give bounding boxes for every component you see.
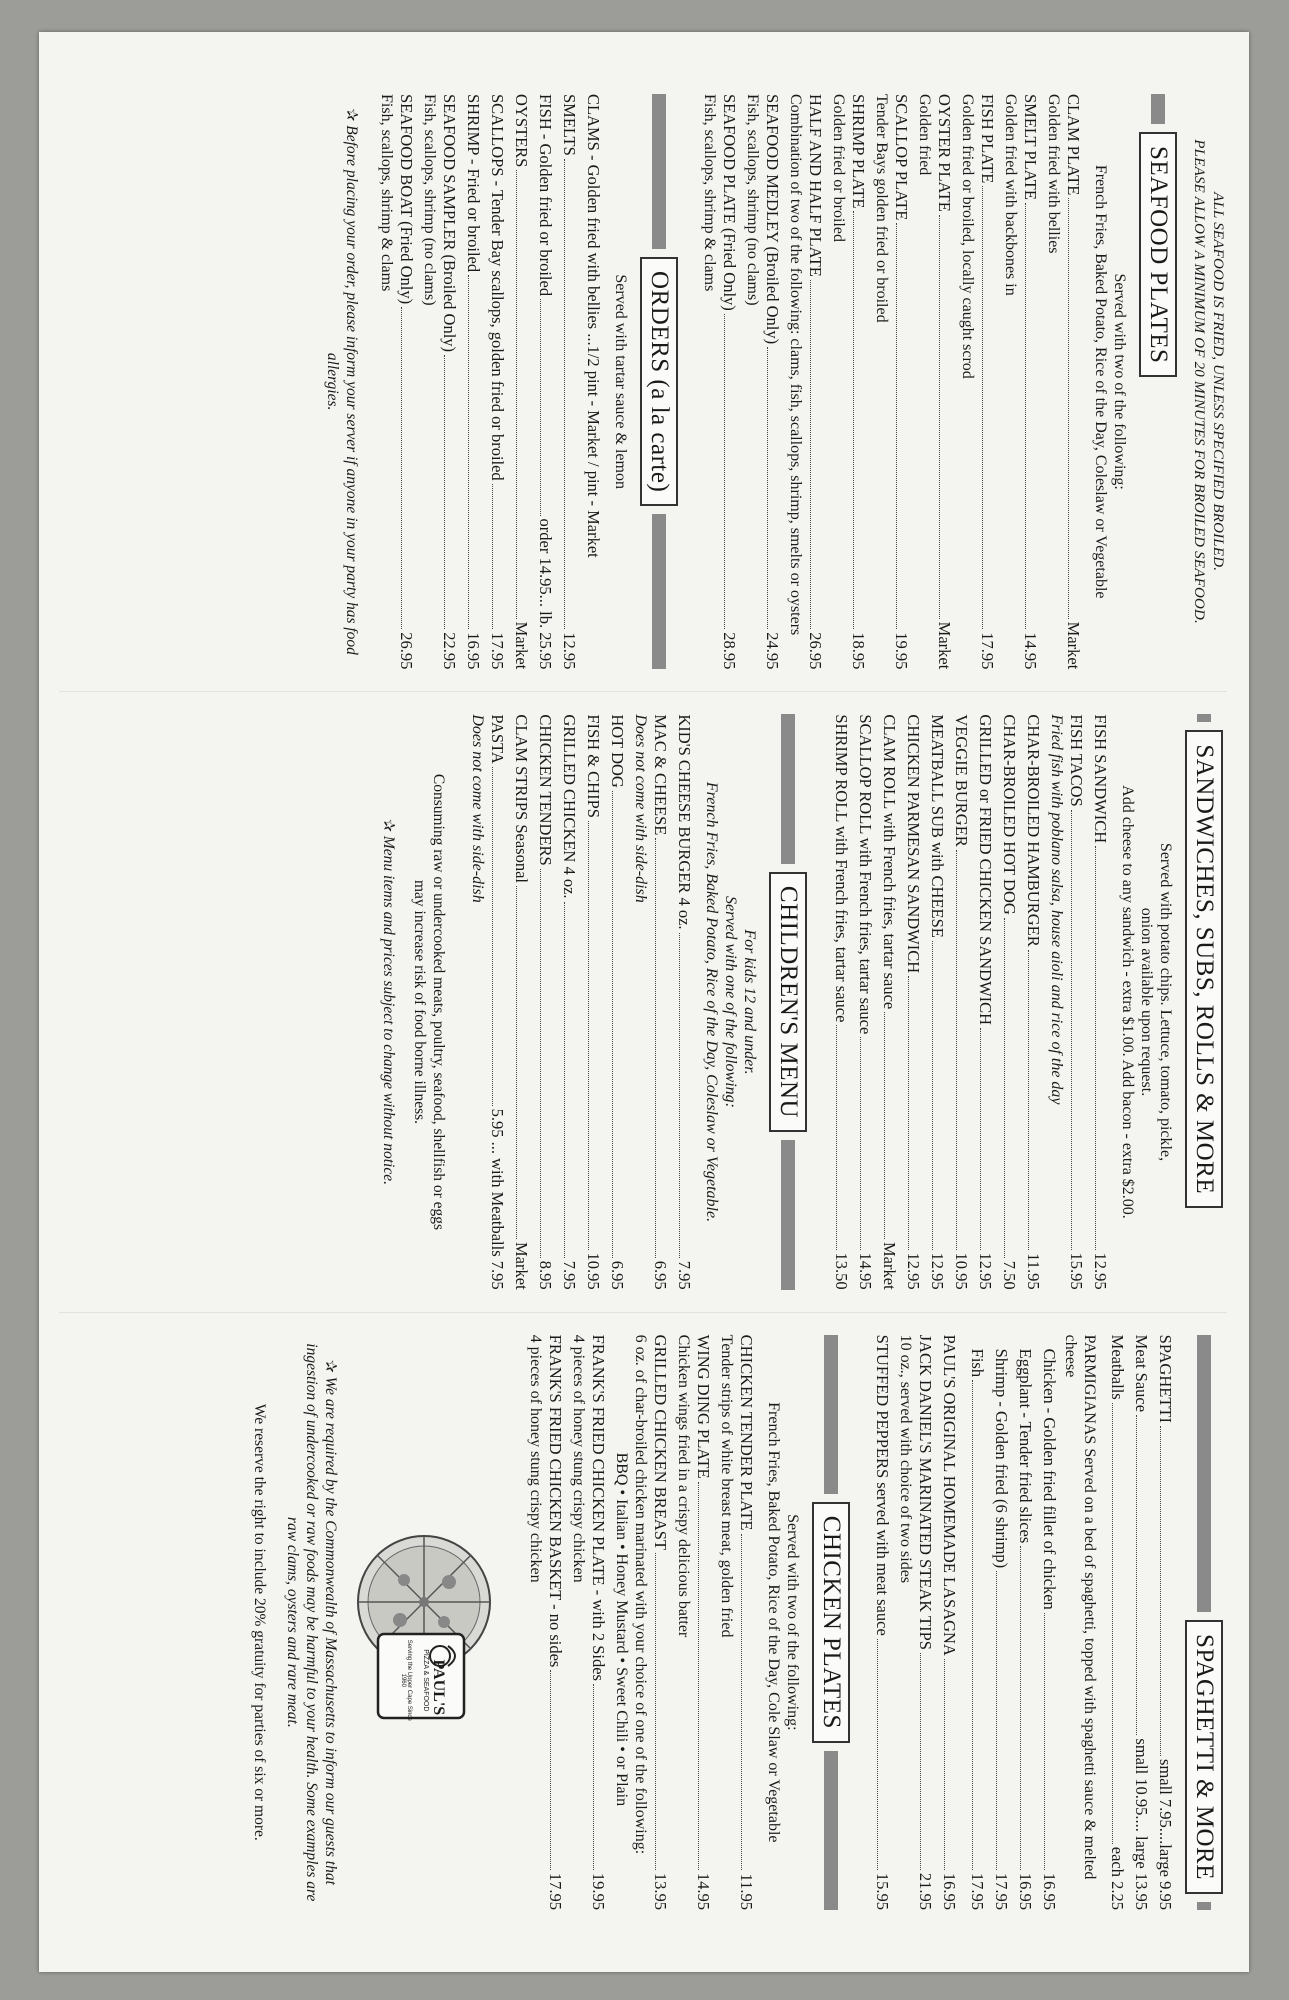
item-name: OYSTERS — [512, 94, 531, 168]
item-name: CLAM STRIPS Seasonal — [512, 714, 531, 884]
item-price: small 7.95....large 9.95 — [1156, 1759, 1175, 1910]
menu-item — [939, 1335, 959, 1910]
menu-item — [377, 94, 416, 669]
dot-leader — [853, 211, 854, 629]
section-subtitle: Served with two of the following: French Fries, Baked Potato, Rice of the Day, Cole Slaw or Vegetable — [765, 1402, 801, 1843]
item-price: 7.50 — [1000, 1260, 1019, 1290]
dot-leader — [956, 850, 957, 1250]
item-price: 15.95 — [873, 1872, 892, 1910]
raw-food-warning: Consuming raw or undercooked meats, poultry, seafood, shellfish or eggs may increase risk of food borne illness. — [411, 773, 447, 1231]
item-description: Tender Bays golden fried or broiled — [873, 94, 890, 323]
menu-item — [903, 714, 923, 1289]
commonwealth-note: ✰ We are required by the Commonwealth of Massachusetts to inform our guests that ingestion of undercooked or raw foods may be harmful to your health. Some examples are raw clams, oysters and rare meat. — [284, 1343, 339, 1902]
section-title: ORDERS (a la carte) — [640, 257, 678, 506]
menu-item — [831, 714, 851, 1289]
dot-leader — [516, 170, 517, 618]
item-description: Golden fried — [916, 94, 933, 176]
sandwiches-list — [831, 714, 1110, 1289]
item-price: 14.95 — [694, 1872, 713, 1910]
item-price: 19.95 — [892, 632, 911, 670]
menu-item — [583, 94, 603, 669]
orders-list — [377, 94, 603, 669]
item-price: order 14.95... lb. 25.95 — [536, 518, 555, 670]
dot-leader — [468, 275, 469, 629]
dot-leader — [401, 307, 402, 629]
item-name: CHICKEN PARMESAN SANDWICH — [904, 714, 923, 974]
item-price: 17.95 — [546, 1872, 565, 1910]
item-description: 4 pieces of honey stung crispy chicken — [570, 1334, 587, 1583]
dot-leader — [741, 1534, 742, 1871]
section-title: SPAGHETTI & MORE — [1185, 1620, 1223, 1894]
menu-item — [674, 714, 694, 1289]
menu-item — [1047, 714, 1086, 1289]
dot-leader — [1112, 1403, 1113, 1844]
menu-item — [743, 94, 782, 669]
dot-leader — [767, 347, 768, 629]
section-subtitle: Served with tartar sauce & lemon — [612, 274, 629, 489]
item-name: SEAFOOD MEDLEY (Broiled Only) — [763, 94, 782, 345]
item-price: 16.95 — [464, 632, 483, 670]
menu-sheet — [39, 32, 1249, 1972]
menu-item — [700, 94, 739, 669]
item-price: 24.95 — [763, 632, 782, 670]
item-price: 12.95 — [904, 1252, 923, 1290]
item-name: SHRIMP ROLL with French fries, tartar sauce — [832, 714, 851, 1023]
item-price: 12.95 — [928, 1252, 947, 1290]
menu-item — [1107, 1335, 1127, 1910]
item-price: 14.95 — [1021, 632, 1040, 670]
item-price: 16.95 — [940, 1872, 959, 1910]
menu-item — [559, 714, 579, 1289]
item-price: 11.95 — [737, 1873, 756, 1910]
chicken-plates-list — [526, 1335, 756, 1910]
item-name: FISH SANDWICH — [1091, 714, 1110, 844]
left-column — [59, 72, 1227, 691]
dot-leader — [836, 1025, 837, 1249]
item-price: Market — [512, 1242, 531, 1290]
right-column — [59, 1312, 1227, 1932]
item-description: Chicken wings fried in a crispy delicious batter — [675, 1334, 692, 1638]
menu-item — [631, 714, 670, 1289]
menu-item — [717, 1335, 756, 1910]
item-name: Fish — [968, 1348, 987, 1378]
item-name: SEAFOOD BOAT (Fried Only) — [397, 94, 416, 305]
item-price: 26.95 — [397, 632, 416, 670]
menu-item — [991, 1335, 1011, 1910]
item-price: 15.95 — [1067, 1252, 1086, 1290]
item-name: GRILLED CHICKEN BREAST — [651, 1334, 670, 1551]
menu-item — [1090, 714, 1110, 1289]
dot-leader — [593, 1684, 594, 1870]
item-price: 22.95 — [440, 632, 459, 670]
dot-leader — [896, 223, 897, 629]
item-name: FISH & CHIPS — [584, 714, 603, 818]
dot-leader — [679, 933, 680, 1258]
menu-item — [420, 94, 459, 669]
dot-leader — [939, 215, 940, 619]
item-name: CLAM PLATE — [1064, 94, 1083, 196]
dot-leader — [492, 767, 493, 1106]
restaurant-logo — [354, 1335, 504, 1910]
item-price: 10.95 — [584, 1252, 603, 1290]
item-price: 8.95 — [536, 1260, 555, 1290]
sandwiches-header — [1185, 714, 1223, 1289]
menu-item — [487, 94, 507, 669]
dot-leader — [564, 159, 565, 629]
menu-item — [1001, 94, 1040, 669]
section-title: SANDWICHES, SUBS, ROLLS & MORE — [1185, 730, 1223, 1208]
dot-leader — [1004, 918, 1005, 1258]
menu-item — [829, 94, 868, 669]
price-change-note: ✰ Menu items and prices subject to change without notice. — [380, 818, 397, 1185]
item-price: 14.95 — [856, 1252, 875, 1290]
dot-leader — [550, 1670, 551, 1870]
menu-item — [786, 94, 825, 669]
item-name: WING DING PLATE — [694, 1334, 713, 1479]
dot-leader — [1095, 846, 1096, 1249]
spaghetti-list — [1107, 1335, 1175, 1910]
item-name: FRANK'S FRIED CHICKEN PLATE - with 2 Sides — [589, 1334, 608, 1681]
menu-item — [1015, 1335, 1035, 1910]
dot-leader — [612, 791, 613, 1258]
item-name: SCALLOPS - Tender Bay scallops, golden fried or broiled — [488, 94, 507, 481]
dot-leader — [884, 1012, 885, 1239]
item-name: Meat Sauce — [1132, 1334, 1151, 1413]
item-description: 4 pieces of honey stung crispy chicken — [527, 1334, 544, 1583]
section-title: CHICKEN PLATES — [812, 1502, 850, 1743]
menu-item — [999, 714, 1019, 1289]
dot-leader — [724, 314, 725, 629]
menu-item — [872, 1335, 892, 1910]
dot-leader — [1136, 1415, 1137, 1735]
item-name: CHAR-BROILED HAMBURGER — [1024, 714, 1043, 947]
section-subtitle: For kids 12 and under. Served with one of the following: French Fries, Baked Potato, Rice of the Day, Coleslaw or Vegetable. — [703, 781, 758, 1223]
menu-item — [612, 1335, 670, 1910]
menu-item — [855, 714, 875, 1289]
item-price: 18.95 — [849, 632, 868, 670]
item-name: SCALLOP PLATE — [892, 94, 911, 221]
menu-item — [559, 94, 579, 669]
item-name: GRILLED CHICKEN 4 oz. — [560, 714, 579, 899]
item-price: 26.95 — [806, 632, 825, 670]
menu-item — [872, 94, 911, 669]
dot-leader — [564, 902, 565, 1258]
childrens-menu-header — [769, 714, 807, 1289]
item-price: each 2.25 — [1108, 1846, 1127, 1910]
specialties-list — [872, 1335, 959, 1910]
childrens-menu-list — [468, 714, 694, 1289]
parmigianas-list — [967, 1335, 1059, 1910]
dot-leader — [982, 186, 983, 629]
item-description: BBQ • Italian • Honey Mustard • Sweet Chili • or Plain — [613, 1452, 630, 1807]
item-price: 17.95 — [992, 1872, 1011, 1910]
dot-leader — [1160, 1426, 1161, 1756]
menu-item — [927, 714, 947, 1289]
item-name: SCALLOP ROLL with French fries, tartar sauce — [856, 714, 875, 1035]
item-description: Golden fried with bellies — [1045, 94, 1062, 254]
dot-leader — [1044, 1613, 1045, 1870]
dot-leader — [1025, 203, 1026, 629]
item-description: Fish, scallops, shrimp & clams — [378, 94, 395, 292]
item-description: Fish, scallops, shrimp (no clams) — [421, 94, 438, 306]
middle-column — [59, 691, 1227, 1311]
dot-leader — [996, 1571, 997, 1870]
item-name: FISH TACOS — [1067, 714, 1086, 807]
chicken-plates-header — [812, 1335, 850, 1910]
menu-item — [535, 94, 555, 669]
item-price: 6.95 — [651, 1260, 670, 1290]
item-price: 11.95 — [1024, 1253, 1043, 1290]
seafood-plates-header — [1139, 94, 1177, 669]
dot-leader — [444, 355, 445, 629]
dot-leader — [1028, 950, 1029, 1250]
item-name: Shrimp - Golden fried (6 shrimp) — [992, 1348, 1011, 1569]
item-description: Does not come with side-dish — [469, 714, 486, 903]
menu-item — [1023, 714, 1043, 1289]
item-price: 7.95 — [560, 1260, 579, 1290]
item-description: Golden fried or broiled, locally caught scrod — [959, 94, 976, 379]
menu-item — [526, 1335, 565, 1910]
item-name: HALF AND HALF PLATE — [806, 94, 825, 277]
item-description: Fish, scallops, shrimp & clams — [701, 94, 718, 292]
menu-item — [583, 714, 603, 1289]
dot-leader — [810, 280, 811, 629]
dot-leader — [1071, 810, 1072, 1250]
logo-text: PAUL'S PIZZA & SEAFOOD Serving the Upper Cape Since 1960 — [400, 1639, 448, 1721]
item-name: CHAR-BROILED HOT DOG — [1000, 714, 1019, 915]
star-icon: ✰ — [322, 1359, 339, 1373]
item-name: PAUL'S ORIGINAL HOMEMADE LASAGNA — [940, 1334, 959, 1656]
parmigianas-heading: PARMIGIANAS Served on a bed of spaghetti, topped with spaghetti sauce & melted cheese — [1062, 1334, 1098, 1880]
item-description: Fish, scallops, shrimp (no clams) — [744, 94, 761, 306]
item-price: Market — [935, 621, 954, 670]
item-name: FRANK'S FRIED CHICKEN BASKET - no sides — [546, 1334, 565, 1668]
dot-leader — [1020, 1546, 1021, 1870]
item-name: CHICKEN TENDERS — [536, 714, 555, 866]
dot-leader — [655, 838, 656, 1257]
section-title: CHILDREN'S MENU — [769, 872, 807, 1132]
menu-item — [468, 714, 507, 1289]
item-name: SHRIMP PLATE — [849, 94, 868, 209]
item-name: MEATBALL SUB with CHEESE — [928, 714, 947, 938]
dot-leader — [588, 821, 589, 1250]
item-name: SEAFOOD SAMPLER (Broiled Only) — [440, 94, 459, 353]
item-price: 7.95 — [675, 1260, 694, 1290]
dot-leader — [655, 1553, 656, 1870]
item-name: VEGGIE BURGER — [952, 714, 971, 847]
item-price: 16.95 — [1016, 1872, 1035, 1910]
item-description: Combination of two of the following: clams, fish, scallops, shrimp, smelts or oysters — [787, 94, 804, 636]
item-price: 12.95 — [1091, 1252, 1110, 1290]
item-price: 17.95 — [968, 1872, 987, 1910]
dot-leader — [540, 299, 541, 515]
item-name: SMELT PLATE — [1021, 94, 1040, 200]
section-subtitle: Served with two of the following: French Fries, Baked Potato, Rice of the Day, Coleslaw or Vegetable — [1092, 164, 1128, 599]
item-name: KID'S CHEESE BURGER 4 oz. — [675, 714, 694, 930]
menu-item — [915, 94, 954, 669]
fried-notice: ALL SEAFOOD IS FRIED, UNLESS SPECIFIED BROILED. PLEASE ALLOW A MINIMUM OF 20 MINUTES FOR BROILED SEAFOOD. — [1191, 139, 1226, 625]
item-price: 28.95 — [720, 632, 739, 670]
item-price: 12.95 — [976, 1252, 995, 1290]
dot-leader — [972, 1380, 973, 1870]
menu-item — [1039, 1335, 1059, 1910]
dot-leader — [908, 976, 909, 1249]
dot-leader — [920, 1653, 921, 1870]
item-price: 21.95 — [916, 1872, 935, 1910]
item-name: SMELTS — [560, 94, 579, 156]
item-price: Market — [512, 621, 531, 670]
item-description: 6 oz. of char-broiled chicken marinated with your choice of one of the following: — [632, 1334, 649, 1855]
item-name: SEAFOOD PLATE (Fried Only) — [720, 94, 739, 311]
item-name: SPAGHETTI — [1156, 1334, 1175, 1423]
item-name: STUFFED PEPPERS served with meat sauce — [873, 1334, 892, 1636]
star-icon: ✰ — [343, 108, 360, 122]
dot-leader — [980, 1028, 981, 1249]
item-name: OYSTER PLATE — [935, 94, 954, 212]
dot-leader — [860, 1037, 861, 1249]
item-price: 13.50 — [832, 1252, 851, 1290]
menu-item — [896, 1335, 935, 1910]
menu-item — [511, 94, 531, 669]
item-name: JACK DANIEL'S MARINATED STEAK TIPS — [916, 1334, 935, 1650]
dot-leader — [492, 484, 493, 630]
menu-item — [951, 714, 971, 1289]
menu-item — [569, 1335, 608, 1910]
item-name: HOT DOG — [608, 714, 627, 788]
gratuity-note: We reserve the right to include 20% gratuity for parties of six or more. — [251, 1403, 268, 1841]
item-price: 19.95 — [589, 1872, 608, 1910]
item-price: 17.95 — [978, 632, 997, 670]
item-name: FISH PLATE — [978, 94, 997, 184]
item-price: Market — [880, 1242, 899, 1290]
item-description: 10 oz., served with choice of two sides — [897, 1334, 914, 1584]
menu-item — [967, 1335, 987, 1910]
item-name: CHICKEN TENDER PLATE — [737, 1334, 756, 1531]
menu-item — [674, 1335, 713, 1910]
item-description: Golden fried or broiled — [830, 94, 847, 242]
item-name: FISH - Golden fried or broiled — [536, 94, 555, 297]
menu-item — [879, 714, 899, 1289]
item-name: Meatballs — [1108, 1334, 1127, 1400]
menu-item — [975, 714, 995, 1289]
item-name: Chicken - Golden fried fillet of chicken — [1040, 1348, 1059, 1610]
dot-leader — [932, 941, 933, 1250]
menu-item — [1155, 1335, 1175, 1910]
orders-header — [640, 94, 678, 669]
item-price: 12.95 — [560, 632, 579, 670]
item-price: 17.95 — [488, 632, 507, 670]
spaghetti-header — [1185, 1335, 1223, 1910]
allergy-note: ✰ Before placing your order, please inform your server if anyone in your party has food allergies. — [324, 108, 360, 655]
item-name: CLAM ROLL with French fries, tartar sauce — [880, 714, 899, 1010]
menu-item — [511, 714, 531, 1289]
star-icon: ✰ — [380, 818, 397, 832]
item-name: GRILLED or FRIED CHICKEN SANDWICH — [976, 714, 995, 1026]
item-description: Tender strips of white breast meat, golden fried — [718, 1334, 735, 1638]
menu-item — [535, 714, 555, 1289]
item-price: 13.95 — [651, 1872, 670, 1910]
section-title: SEAFOOD PLATES — [1139, 132, 1177, 377]
item-name: SHRIMP - Fried or broiled — [464, 94, 483, 273]
item-description: Fried fish with poblano salsa, house aioli and rice of the day — [1048, 714, 1065, 1105]
dot-leader — [944, 1659, 945, 1870]
section-subtitle: Served with potato chips. Lettuce, tomato, pickle, onion available upon request. Add cheese to any sandwich - extra $1.00. Add bacon - extra $2.00. — [1119, 785, 1174, 1219]
item-name: CLAMS - Golden fried with bellies ...1/2 pint - Market / pint - Market — [584, 94, 603, 558]
dot-leader — [877, 1639, 878, 1870]
menu-item — [463, 94, 483, 669]
item-price: 5.95 ... with Meatballs 7.95 — [488, 1108, 507, 1290]
menu-item — [1044, 94, 1083, 669]
dot-leader — [516, 886, 517, 1239]
dot-leader — [698, 1482, 699, 1870]
dot-leader — [540, 869, 541, 1258]
item-name: PASTA — [488, 714, 507, 764]
dot-leader — [1068, 198, 1069, 618]
item-description: Golden fried with backbones in — [1002, 94, 1019, 296]
seafood-plates-list — [700, 94, 1083, 669]
item-price: Market — [1064, 621, 1083, 670]
item-name: Eggplant - Tender fried slices — [1016, 1348, 1035, 1544]
item-price: 6.95 — [608, 1260, 627, 1290]
item-name: MAC & CHEESE — [651, 714, 670, 836]
menu-item — [607, 714, 627, 1289]
item-price: 16.95 — [1040, 1872, 1059, 1910]
menu-item — [958, 94, 997, 669]
menu-item — [1131, 1335, 1151, 1910]
item-price: small 10.95.... large 13.95 — [1132, 1738, 1151, 1910]
item-description: Does not come with side-dish — [632, 714, 649, 903]
item-price: 10.95 — [952, 1252, 971, 1290]
